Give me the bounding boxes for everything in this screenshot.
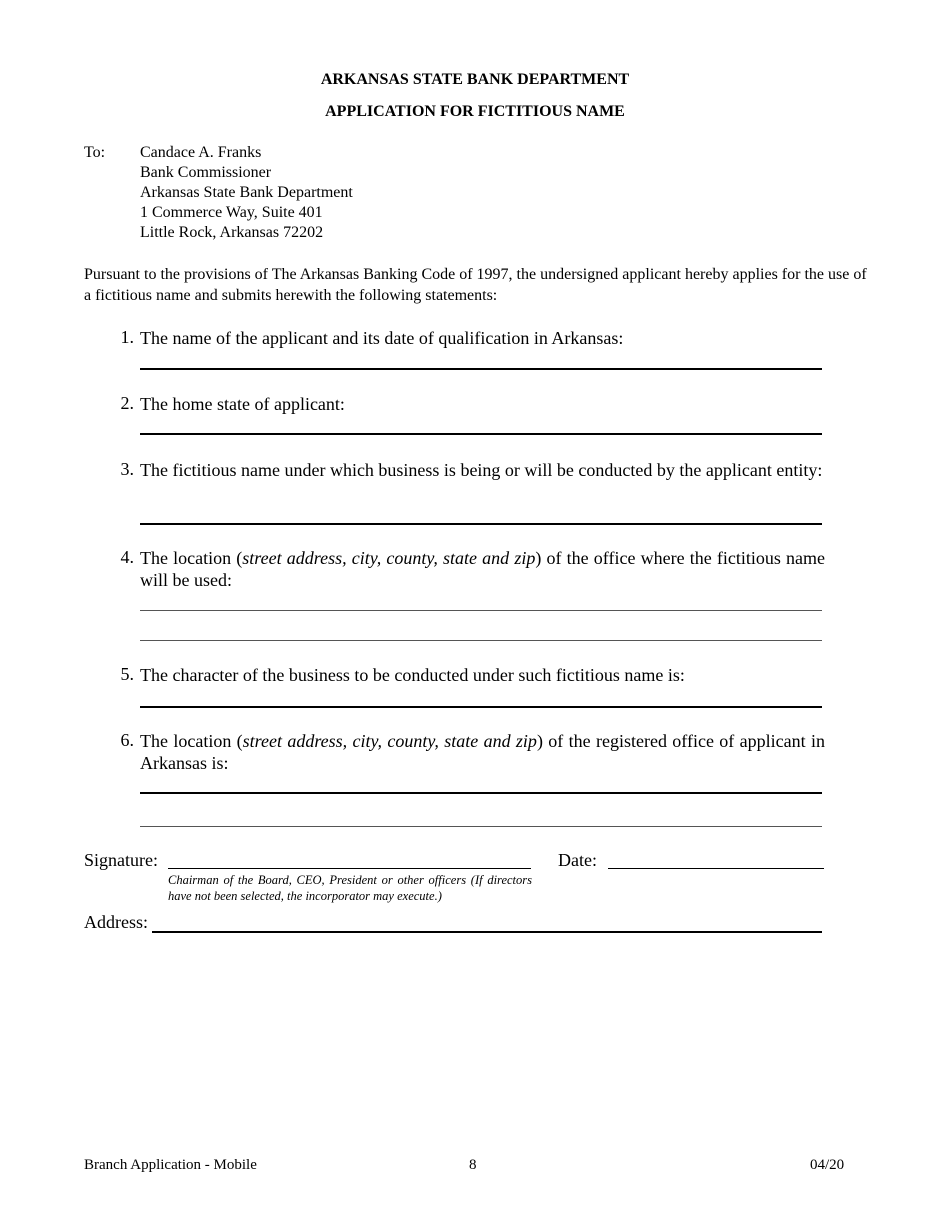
question-4-italic-hint: street address, city, county, state and zip	[242, 548, 536, 568]
signature-label: Signature:	[84, 850, 158, 870]
recipient-street: 1 Commerce Way, Suite 401	[140, 204, 323, 221]
department-heading: ARKANSAS STATE BANK DEPARTMENT	[320, 71, 630, 88]
address-line[interactable]	[152, 931, 822, 933]
recipient-address	[140, 143, 353, 243]
signature-caption: Chairman of the Board, CEO, President or other officers (If directors have not been selected, the incorporator may execute.)	[168, 873, 532, 903]
intro-paragraph: Pursuant to the provisions of The Arkansas Banking Code of 1997, the undersigned applicant hereby applies for the use of a fictitious name and submits herewith the following statements:	[84, 266, 867, 304]
recipient-name: Candace A. Franks	[140, 144, 262, 161]
to-label: To:	[84, 144, 106, 161]
question-3-text: The fictitious name under which business is being or will be conducted by the applicant entity:	[140, 460, 823, 480]
recipient-organization: Arkansas State Bank Department	[140, 184, 353, 201]
recipient-title: Bank Commissioner	[140, 164, 272, 181]
answer-1-line[interactable]	[140, 368, 822, 370]
question-6-text-start: The location (	[140, 731, 243, 751]
answer-5-line[interactable]	[140, 706, 822, 708]
question-4-text-end: ) of the office where the fictitious name will be used:	[140, 548, 826, 590]
question-4-text-start: The location (	[140, 548, 243, 568]
answer-4-line-2[interactable]	[140, 640, 822, 641]
answer-4-line-1[interactable]	[140, 610, 822, 611]
form-title: APPLICATION FOR FICTITIOUS NAME	[325, 103, 625, 120]
question-1-text: The name of the applicant and its date of qualification in Arkansas:	[140, 328, 624, 348]
answer-3-line[interactable]	[140, 523, 822, 525]
question-2-text: The home state of applicant:	[140, 394, 345, 414]
footer-form-name: Branch Application - Mobile	[84, 1157, 257, 1173]
question-6-text	[140, 730, 825, 774]
question-number: 1.	[120, 327, 134, 347]
question-number: 5.	[120, 664, 134, 684]
question-number: 4.	[120, 547, 134, 567]
question-number: 3.	[120, 459, 134, 479]
question-6-text-end: ) of the registered office of applicant in Arkansas is:	[140, 731, 825, 773]
footer-revision-date: 04/20	[810, 1157, 845, 1173]
question-4-text	[140, 547, 825, 591]
question-6-italic-hint: street address, city, county, state and zip	[242, 731, 537, 751]
date-label: Date:	[558, 850, 597, 870]
answer-6-line-1[interactable]	[140, 792, 822, 794]
address-label: Address:	[84, 912, 148, 932]
page-number: 8	[469, 1157, 477, 1173]
question-number: 2.	[120, 393, 134, 413]
question-5-text: The character of the business to be conducted under such fictitious name is:	[140, 665, 685, 685]
date-line[interactable]	[608, 868, 824, 869]
recipient-city: Little Rock, Arkansas 72202	[140, 224, 324, 241]
question-number: 6.	[120, 730, 134, 750]
answer-6-line-2[interactable]	[140, 826, 822, 827]
signature-line[interactable]	[168, 868, 531, 869]
answer-2-line[interactable]	[140, 433, 822, 435]
